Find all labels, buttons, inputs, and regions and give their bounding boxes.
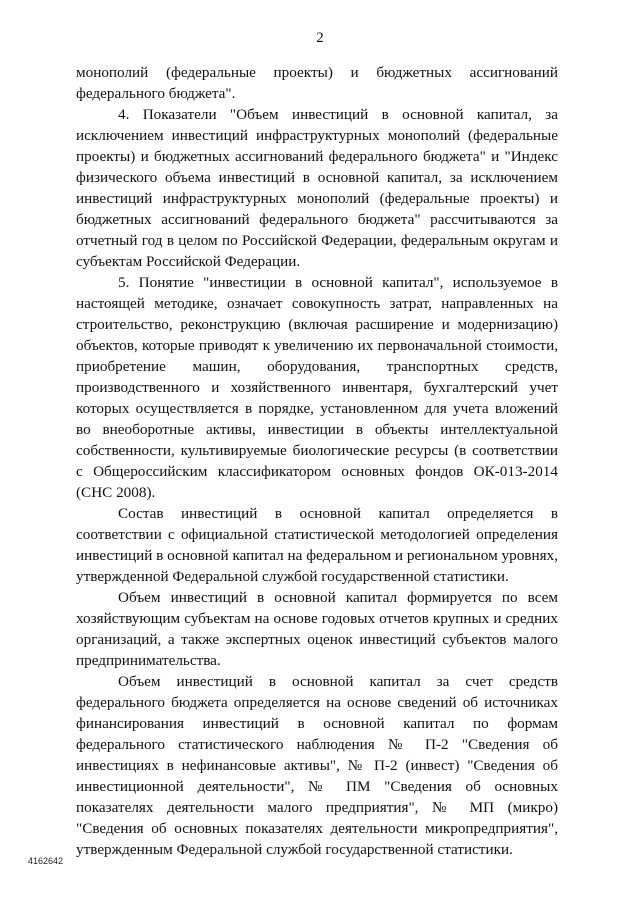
- paragraph-item-5: 5. Понятие "инвестиции в основной капитал", используемое в настоящей методике, означает совокупность затрат, направленных на строительство, реконструкцию (включая расширение и модернизацию) объектов, которые приводят к увеличению их первоначальной стоимости, приобретение машин, оборудования, транспортных средств, производственного и хозяйственного инвентаря, бухгалтерский учет которых осуществляется в порядке, установленном для учета вложений во внеоборотные активы, инвестиции в объекты интеллектуальной собственности, культивируемые биологические ресурсы (в соответствии с Общероссийским классификатором основных фондов ОК-013-2014 (СНС 2008).: [76, 274, 558, 501]
- paragraph-federal-budget: Объем инвестиций в основной капитал за счет средств федерального бюджета определяется на основе сведений об источниках финансирования инвестиций в основной капитал по формам федерального статистического наблюдения № П-2 "Сведения об инвестициях в нефинансовые активы", № П-2 (инвест) "Сведения об инвестиционной деятельности", № ПМ "Сведения об основных показателях деятельности малого предприятия", № МП (микро) "Сведения об основных показателях деятельности микропредприятия", утвержденным Федеральной службой государственной статистики.: [76, 673, 558, 858]
- paragraph-composition: Состав инвестиций в основной капитал определяется в соответствии с официальной статистической методологией определения инвестиций в основной капитал на федеральном и региональном уровнях, утвержденной Федеральной службой государственной статистики.: [76, 505, 558, 585]
- page-number: 2: [316, 30, 324, 46]
- paragraph-volume: Объем инвестиций в основной капитал формируется по всем хозяйствующим субъектам на основе годовых отчетов крупных и средних организаций, а также экспертных оценок инвестиций субъектов малого предпринимательства.: [76, 589, 558, 669]
- paragraph-continuation: монополий (федеральные проекты) и бюджетных ассигнований федерального бюджета".: [76, 64, 558, 102]
- document-code: 4162642: [28, 856, 64, 866]
- paragraph-item-4: 4. Показатели "Объем инвестиций в основной капитал, за исключением инвестиций инфраструктурных монополий (федеральные проекты) и бюджетных ассигнований федерального бюджета" и "Индекс физического объема инвестиций в основной капитал, за исключением инвестиций инфраструктурных монополий (федеральные проекты) и бюджетных ассигнований федерального бюджета" рассчитываются за отчетный год в целом по Российской Федерации, федеральным округам и субъектам Российской Федерации.: [76, 106, 558, 270]
- document-body: [76, 62, 558, 860]
